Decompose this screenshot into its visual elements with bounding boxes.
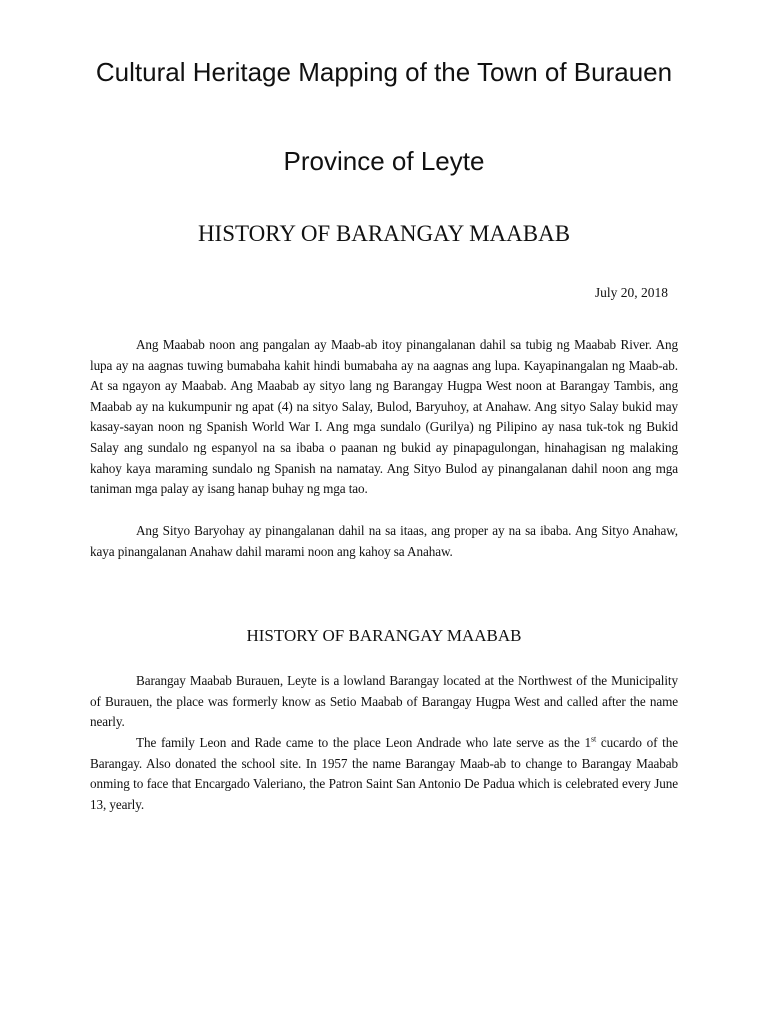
section-heading-tagalog: HISTORY OF BARANGAY MAABAB [197, 221, 571, 246]
ordinal-suffix: st [590, 734, 597, 744]
paragraph-english-1: Barangay Maabab Burauen, Leyte is a lowland Barangay located at the Northwest of the Municipality of Burauen, the place was formerly know as Setio Maabab of Barangay Hugpa West and called after the name nearly. [90, 673, 678, 730]
document-date: July 20, 2018 [594, 285, 668, 300]
paragraph-tagalog-2: Ang Sityo Baryohay ay pinangalanan dahil na sa itaas, ang proper ay na sa ibaba. Ang Sityo Anahaw, kaya pinangalanan Anahaw dahil marami noon ang kahoy sa Anahaw. [90, 523, 678, 559]
paragraph-english-2-start: The family Leon and Rade came to the place Leon Andrade who late serve as the 1 [136, 735, 591, 750]
document-title: Cultural Heritage Mapping of the Town of Burauen [95, 57, 673, 87]
paragraph-tagalog-1: Ang Maabab noon ang pangalan ay Maab-ab itoy pinangalanan dahil sa tubig ng Maabab River. Ang lupa ay na aagnas tuwing bumabaha kahit hindi bumabaha ay na aagnas ang lupa. Kayapinangalan ng Maab-ab. At sa ngayon ay Maabab. Ang Maabab ay sityo lang ng Barangay Hugpa West noon at Barangay Tambis, ang Maabab ay na kukumpunir ng apat (4) na sityo Salay, Bulod, Baryuhoy, at Anahaw. Ang sityo Salay bukid may kasay-sayan noon ng Spanish World War I. Ang mga sundalo (Gurilya) ng Pilipino ay nasa tuk-tok ng Bukid Salay ang sundalo ng espanyol na sa ibaba o paanan ng bukid ay pinapagulongan, hinahagisan ng malaking kahoy kaya maraming sundalo ng Spanish na namatay. Ang Sityo Bulod ay pinangalanan dahil noon ang mga taniman mga palay ay isang hanap buhay ng mga tao. [90, 337, 678, 497]
document-subtitle: Province of Leyte [283, 146, 485, 176]
paragraph-english-2 [90, 733, 678, 815]
paragraph-english-2-end: cucardo of the Barangay. Also donated the school site. In 1957 the name Barangay Maab-ab to change to Barangay Maabab onming to face that Encargado Valeriano, the Patron Saint San Antonio De Padua which is celebrated every June 13, yearly. [90, 735, 678, 812]
section-heading-english: HISTORY OF BARANGAY MAABAB [246, 626, 522, 645]
